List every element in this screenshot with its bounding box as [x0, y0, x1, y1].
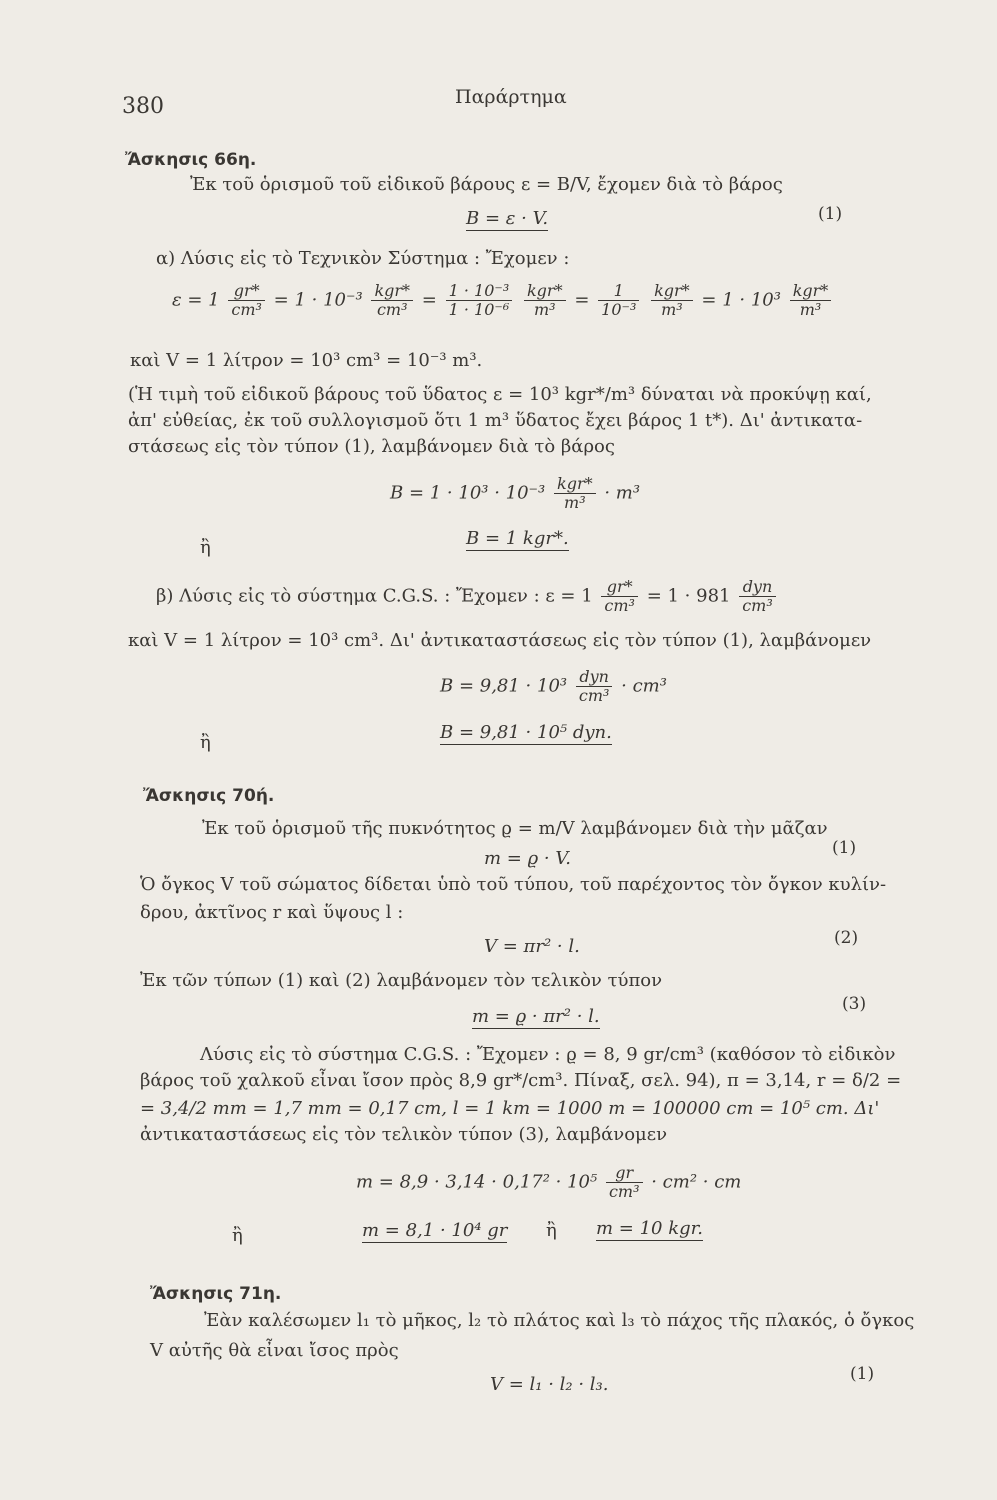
term: = 1 · 10³: [701, 289, 781, 311]
fraction: [554, 475, 596, 512]
ex70-solution-line-2: βάρος τοῦ χαλκοῦ εἶναι ἴσον πρὸς 8,9 gr*/cm³. Πίναξ, σελ. 94), π = 3,14, r = δ/2 =: [140, 1070, 902, 1091]
numerator: kgr*: [524, 282, 566, 301]
ex70-solution-line-3: = 3,4/2 mm = 1,7 mm = 0,17 cm, l = 1 km = 1000 m = 100000 cm = 10⁵ cm. Δι': [140, 1098, 880, 1119]
denominator: m³: [799, 300, 822, 319]
numerator: 1 · 10⁻³: [446, 282, 513, 301]
term: · m³: [604, 482, 641, 504]
ex70-eq1-number: (1): [832, 838, 857, 858]
term: B = 9,81 · 10³: [440, 675, 568, 697]
ex66-part-b: [156, 578, 779, 615]
ex66-eq1-number: (1): [818, 204, 843, 224]
ex66-density-equation: [172, 282, 834, 319]
numerator: dyn: [576, 668, 613, 687]
ex66-note-line-3: στάσεως εἰς τὸν τύπον (1), λαμβάνομεν διὰ τὸ βάρος: [128, 436, 615, 457]
eta-connector: ἢ: [200, 537, 211, 558]
ex66-part-a: α) Λύσις εἰς τὸ Τεχνικὸν Σύστημα : Ἔχομεν :: [156, 248, 570, 269]
ex66-note-line-1: (Ἡ τιμὴ τοῦ εἰδικοῦ βάρους τοῦ ὕδατος ε = 10³ kgr*/m³ δύναται νὰ προκύψῃ καί,: [128, 384, 872, 405]
numerator: kgr*: [651, 282, 693, 301]
fraction: [606, 1164, 643, 1201]
denominator: 1 · 10⁻⁶: [448, 300, 510, 319]
fraction: [651, 282, 693, 319]
ex70-eq1: m = ϱ · V.: [484, 848, 571, 869]
page-number: 380: [122, 94, 164, 119]
term: B = 1 · 10³ · 10⁻³: [390, 482, 546, 504]
denominator: cm³: [231, 300, 262, 319]
ex70-solution-line-4: ἀντικαταστάσεως εἰς τὸν τελικὸν τύπον (3), λαμβάνομεν: [140, 1124, 668, 1145]
numerator: kgr*: [371, 282, 413, 301]
ex70-volume-line-2: δρου, ἀκτῖνος r καὶ ὕψους l :: [140, 902, 404, 923]
fraction: [739, 578, 776, 615]
ex66-intro: Ἐκ τοῦ ὁρισμοῦ τοῦ εἰδικοῦ βάρους ε = B/V, ἔχομεν διὰ τὸ βάρος: [190, 174, 783, 195]
ex70-solution-line-1: Λύσις εἰς τὸ σύστημα C.G.S. : Ἔχομεν : ϱ = 8, 9 gr/cm³ (καθόσον τὸ εἰδικὸν: [200, 1044, 896, 1065]
numerator: dyn: [739, 578, 776, 597]
ex66-weight-cgs-calc: [440, 668, 667, 705]
ex66-note-line-2: ἀπ' εὐθείας, ἐκ τοῦ συλλογισμοῦ ὅτι 1 m³ ὕδατος ἔχει βάρος 1 t*). Δι' ἀντικατα-: [128, 410, 863, 431]
equals: =: [574, 289, 590, 311]
ex71-eq1: V = l₁ · l₂ · l₃.: [490, 1374, 609, 1395]
eta-connector: ἢ: [200, 732, 211, 753]
eta-connector: ἢ: [546, 1220, 557, 1241]
exercise-66-heading: Ἄσκησις 66η.: [125, 150, 257, 170]
ex70-volume-line-1: Ὁ ὄγκος V τοῦ σώματος δίδεται ὑπὸ τοῦ τύπου, τοῦ παρέχοντος τὸν ὄγκον κυλίν-: [140, 874, 887, 895]
running-title: Παράρτημα: [455, 86, 567, 108]
ex70-from-formulas: Ἐκ τῶν τύπων (1) καὶ (2) λαμβάνομεν τὸν τελικὸν τύπον: [140, 970, 663, 991]
fraction: [790, 282, 832, 319]
numerator: gr: [606, 1164, 643, 1183]
fraction: [598, 282, 639, 319]
ex70-eq3: m = ϱ · πr² · l.: [472, 1006, 600, 1027]
numerator: kgr*: [554, 475, 596, 494]
denominator: m³: [533, 300, 556, 319]
denominator: 10⁻³: [601, 300, 637, 319]
fraction: [228, 282, 265, 319]
eta-connector: ἢ: [232, 1225, 243, 1246]
ex71-line-2: V αὐτῆς θὰ εἶναι ἴσος πρὸς: [150, 1340, 399, 1361]
ex66-volume-cgs: καὶ V = 1 λίτρον = 10³ cm³. Δι' ἀντικαταστάσεως εἰς τὸν τύπον (1), λαμβάνομεν: [128, 630, 872, 651]
denominator: cm³: [608, 1182, 640, 1201]
ex70-eq2-number: (2): [834, 928, 859, 948]
denominator: m³: [661, 300, 683, 319]
ex70-eq2: V = πr² · l.: [484, 936, 580, 957]
ex66-volume-line: καὶ V = 1 λίτρον = 10³ cm³ = 10⁻³ m³.: [130, 350, 483, 371]
exercise-71-heading: Ἄσκησις 71η.: [150, 1284, 282, 1304]
fraction: [524, 282, 566, 319]
eps-lhs: ε = 1: [172, 289, 220, 311]
fraction: [601, 578, 638, 615]
ex71-line-1: Ἐὰν καλέσωμεν l₁ τὸ μῆκος, l₂ τὸ πλάτος καὶ l₃ τὸ πάχος τῆς πλακός, ὁ ὄγκος: [204, 1310, 915, 1331]
term: · cm² · cm: [651, 1171, 742, 1193]
equals: =: [421, 289, 437, 311]
fraction: [371, 282, 413, 319]
term: · cm³: [621, 675, 667, 697]
fraction: [446, 282, 513, 319]
denominator: cm³: [578, 686, 610, 705]
denominator: cm³: [604, 596, 635, 615]
numerator: 1: [598, 282, 639, 301]
ex70-eq3-number: (3): [842, 994, 867, 1014]
ex66-weight-calc: [390, 475, 640, 512]
ex70-intro: Ἐκ τοῦ ὁρισμοῦ τῆς πυκνότητος ϱ = m/V λαμβάνομεν διὰ τὴν μᾶζαν: [202, 818, 828, 839]
exercise-70-heading: Ἄσκησις 70ή.: [143, 786, 275, 806]
denominator: cm³: [376, 300, 408, 319]
term: β) Λύσις εἰς τὸ σύστημα C.G.S. : Ἔχομεν : ε = 1: [156, 585, 593, 607]
numerator: gr*: [601, 578, 638, 597]
ex66-eq1: B = ε · V.: [466, 208, 549, 229]
ex71-eq1-number: (1): [850, 1364, 875, 1384]
term: = 1 · 10⁻³: [273, 289, 363, 311]
ex70-result-gr: m = 8,1 · 10⁴ gr: [362, 1220, 508, 1241]
ex70-result-kgr: m = 10 kgr.: [596, 1218, 703, 1239]
denominator: m³: [564, 493, 586, 512]
ex66-weight-result: B = 1 kgr*.: [466, 528, 569, 549]
numerator: kgr*: [790, 282, 832, 301]
ex66-weight-cgs-result: B = 9,81 · 10⁵ dyn.: [440, 722, 612, 743]
denominator: cm³: [742, 596, 773, 615]
ex70-mass-calc: [356, 1164, 741, 1201]
term: m = 8,9 · 3,14 · 0,17² · 10⁵: [356, 1171, 598, 1193]
numerator: gr*: [228, 282, 265, 301]
term: = 1 · 981: [646, 585, 731, 607]
fraction: [576, 668, 613, 705]
